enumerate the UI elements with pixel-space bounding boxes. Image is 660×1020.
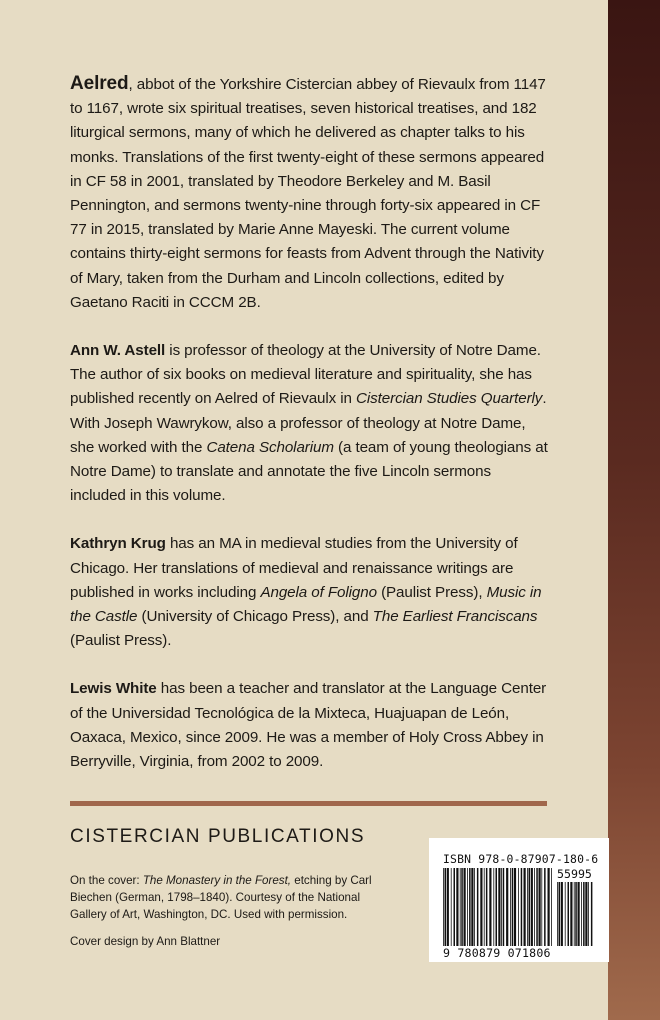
barcode-main xyxy=(443,868,553,946)
publisher-name: CISTERCIAN PUBLICATIONS xyxy=(70,826,366,847)
bio-italic-title: Angela of Foligno xyxy=(260,583,377,601)
bio-text: (Paulist Press). xyxy=(70,632,172,650)
barcode-addon-number: 55995 xyxy=(557,867,592,881)
bio-name: Kathryn Krug xyxy=(70,535,166,553)
bio-name: Ann W. Astell xyxy=(70,342,166,360)
bio-text: (Paulist Press), xyxy=(376,583,487,601)
bio-text: has been a teacher and translator at the Language Center of the Universidad Tecnológica de la Mixteca, Huajuapan de León, Oaxaca, Mexico, since 2009. He was a member of Holy Cross Abbey in Berryville, Virginia, from 2002 to 2009. xyxy=(70,680,547,771)
bio-text: has an MA in medieval studies from the University of Chicago. Her translations of medieval and renaissance writings are published in works including xyxy=(70,535,518,601)
bio-italic-title: Cistercian Studies Quarterly xyxy=(356,390,543,408)
barcode-addon xyxy=(557,882,595,946)
barcode-ean-number: 9 780879 071806 xyxy=(443,946,551,960)
credit-artwork-title: The Monastery in the Forest, xyxy=(142,874,292,887)
isbn-text: ISBN 978-0-87907-180-6 xyxy=(443,852,599,866)
bio-lewis-white xyxy=(70,677,550,774)
bio-name: Lewis White xyxy=(70,680,157,698)
spine-band xyxy=(608,0,660,1020)
bio-kathryn-krug xyxy=(70,532,550,653)
bio-ann-astell xyxy=(70,339,550,508)
bio-text: (a team of young theologians at Notre Dame) to translate and annotate the five Lincoln sermons included in this volume. xyxy=(70,438,548,505)
bio-italic-title: The Earliest Franciscans xyxy=(372,608,538,626)
cover-credit-line xyxy=(70,872,390,923)
bio-italic-title: Catena Scholarium xyxy=(206,438,334,456)
divider-rule xyxy=(70,801,547,806)
credit-rest: etching by Carl Biechen (German, 1798–1840). Courtesy of the National Gallery of Art, Washington, DC. Used with permission. xyxy=(70,874,372,921)
cover-credits xyxy=(70,872,390,960)
bio-aelred xyxy=(70,72,550,315)
barcode-box xyxy=(429,838,609,962)
bio-name: Aelred xyxy=(70,73,129,94)
design-credit: Cover design by Ann Blattner xyxy=(70,935,221,948)
bio-section xyxy=(70,72,550,798)
bio-text: , abbot of the Yorkshire Cistercian abbey of Rievaulx from 1147 to 1167, wrote six spiritual treatises, seven historical treatises, and 182 liturgical sermons, many of which he delivered as chapter talks to his monks. Translations of the first twenty-eight of these sermons appeared in CF 58 in 2001, translated by Theodore Berkeley and M. Basil Pennington, and sermons twenty-nine through forty-six appeared in CF 77 in 2015, translated by Marie Anne Mayeski. The current volume contains thirty-eight sermons for feasts from Advent through the Nativity of Mary, taken from the Durham and Lincoln collections, edited by Gaetano Raciti in CCCM 2B. xyxy=(70,76,546,311)
credit-prefix: On the cover: xyxy=(70,874,143,887)
bio-text: is professor of theology at the University of Notre Dame. The author of six books on medieval literature and spirituality, she has published recently on Aelred of Rievaulx in xyxy=(70,342,541,408)
bio-italic-title: Music in the Castle xyxy=(70,583,542,626)
bio-text: . With Joseph Wawrykow, also a professor of theology at Notre Dame, she worked with the xyxy=(70,390,547,456)
bio-text: (University of Chicago Press), and xyxy=(137,608,373,626)
